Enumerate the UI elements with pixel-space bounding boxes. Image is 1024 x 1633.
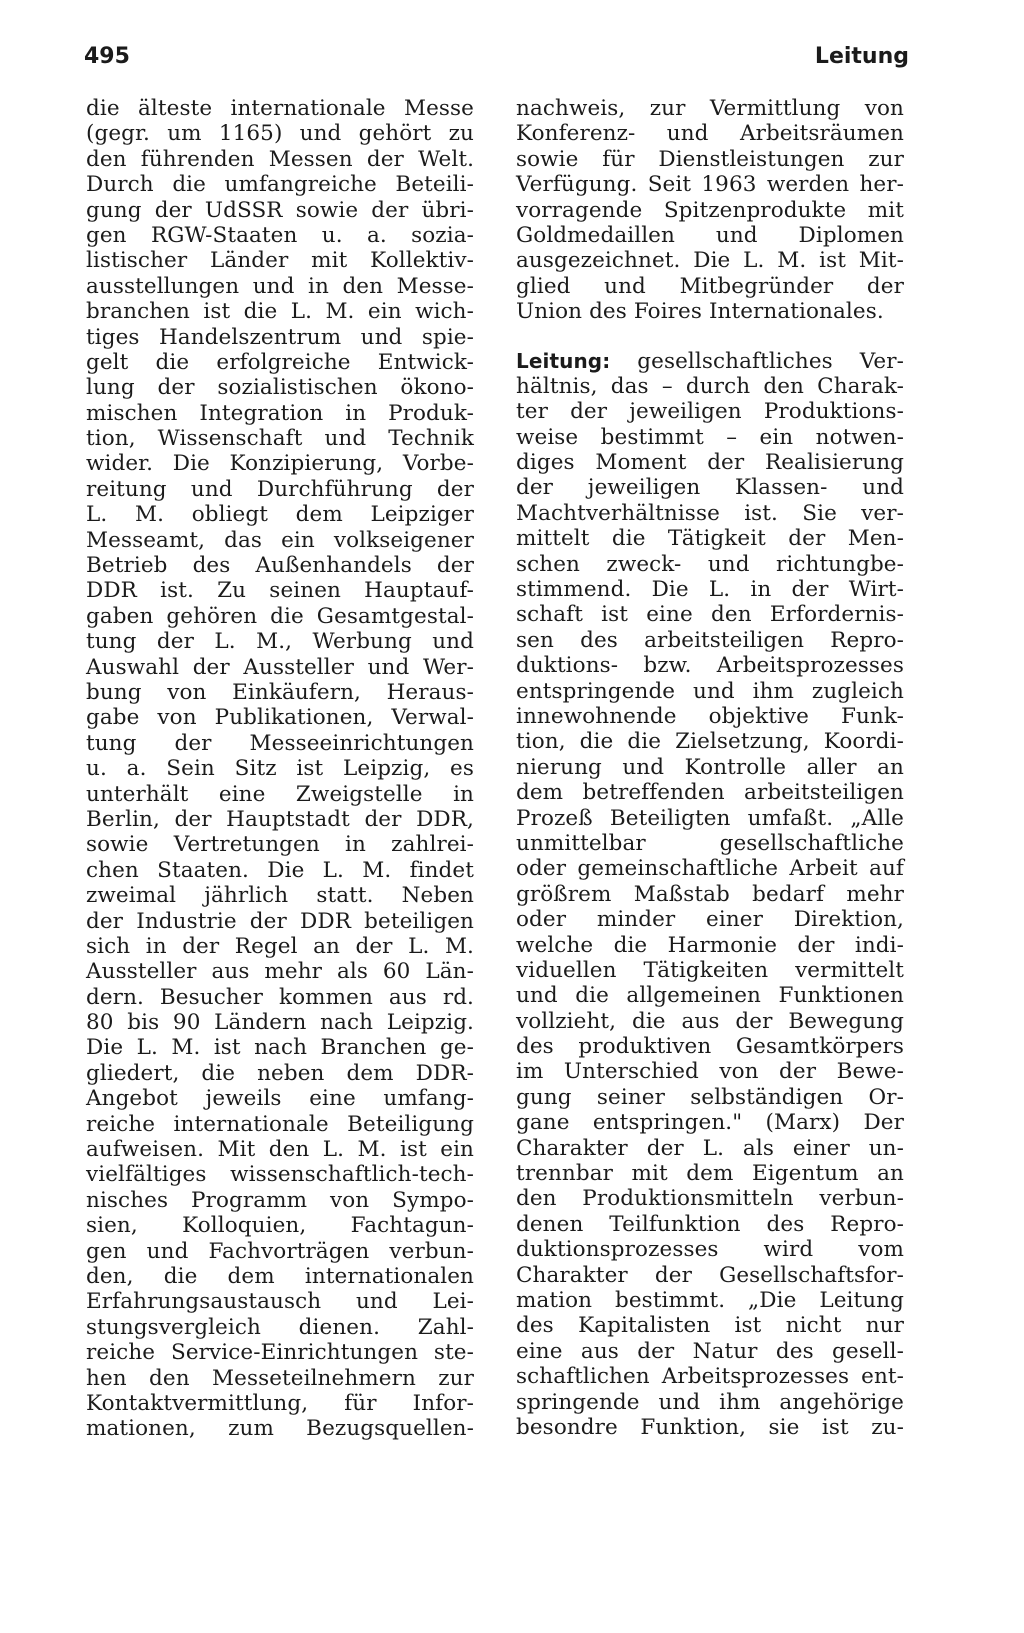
text-line: schaft ist eine den Erfordernis-: [516, 602, 904, 628]
text-line: hältnis, das – durch den Charak-: [516, 373, 904, 399]
text-line: welche die Harmonie der indi-: [516, 932, 904, 958]
text-line: reiche Service-Einrichtungen ste-: [86, 1340, 474, 1366]
text-line: duktions- bzw. Arbeitsprozesses: [516, 653, 904, 679]
text-line: unmittelbar gesellschaftliche: [516, 830, 904, 856]
text-line: branchen ist die L. M. ein wich-: [86, 299, 474, 325]
entry-leitung-paragraph: [516, 349, 904, 1441]
text-line: größrem Maßstab bedarf mehr: [516, 881, 904, 907]
text-line: ausstellungen und in den Messe-: [86, 273, 474, 299]
text-line: glied und Mitbegründer der: [516, 273, 904, 299]
right-text-column: [516, 96, 904, 1440]
continued-entry-paragraph: [516, 96, 904, 325]
text-line: duktionsprozesses wird vom: [516, 1237, 904, 1263]
text-line: ter der jeweiligen Produktions-: [516, 399, 904, 425]
text-line: Erfahrungsaustausch und Lei-: [86, 1289, 474, 1315]
text-line: tiges Handelszentrum und spie-: [86, 324, 474, 350]
text-line: viduellen Tätigkeiten vermittelt: [516, 957, 904, 983]
text-line: Prozeß Beteiligten umfaßt. „Alle: [516, 805, 904, 831]
text-line: Kontaktvermittlung, für Infor-: [86, 1390, 474, 1416]
text-line: Auswahl der Aussteller und Wer-: [86, 654, 474, 680]
text-line: innewohnende objektive Funk-: [516, 703, 904, 729]
text-line: gen RGW-Staaten u. a. sozia-: [86, 222, 474, 248]
text-line: vollzieht, die aus der Bewegung: [516, 1008, 904, 1034]
text-line: Verfügung. Seit 1963 werden her-: [516, 172, 904, 198]
text-line: stungsvergleich dienen. Zahl-: [86, 1314, 474, 1340]
text-line: gliedert, die neben dem DDR-: [86, 1060, 474, 1086]
page-header: [84, 44, 909, 78]
text-line: u. a. Sein Sitz ist Leipzig, es: [86, 756, 474, 782]
text-line: tung der L. M., Werbung und: [86, 629, 474, 655]
text-line: weise bestimmt – ein notwen-: [516, 424, 904, 450]
text-line: zweimal jährlich statt. Neben: [86, 883, 474, 909]
text-line: wider. Die Konzipierung, Vorbe-: [86, 451, 474, 477]
text-line: listischer Länder mit Kollektiv-: [86, 248, 474, 274]
left-text-column: [86, 96, 474, 1442]
text-line: Durch die umfangreiche Beteili-: [86, 172, 474, 198]
text-line: denen Teilfunktion des Repro-: [516, 1211, 904, 1237]
text-line: mittelt die Tätigkeit der Men-: [516, 526, 904, 552]
text-line: Charakter der L. als einer un-: [516, 1135, 904, 1161]
text-line: Union des Foires Internationales.: [516, 299, 884, 325]
text-line: Betrieb des Außenhandels der: [86, 553, 474, 579]
text-line: nierung und Kontrolle aller an: [516, 754, 904, 780]
text-line: und die allgemeinen Funktionen: [516, 983, 904, 1009]
text-line: reitung und Durchführung der: [86, 476, 474, 502]
text-line: des Kapitalisten ist nicht nur: [516, 1313, 904, 1339]
text-line: des produktiven Gesamtkörpers: [516, 1034, 904, 1060]
text-line: Messeamt, das ein volkseigener: [86, 527, 474, 553]
text-line: vielfältiges wissenschaftlich-tech-: [86, 1162, 474, 1188]
text-line: sen des arbeitsteiligen Repro-: [516, 627, 904, 653]
text-line: Aussteller aus mehr als 60 Län-: [86, 959, 474, 985]
text-line: die älteste internationale Messe: [86, 96, 474, 121]
text-line: ausgezeichnet. Die L. M. ist Mit-: [516, 248, 904, 274]
text-line: 80 bis 90 Ländern nach Leipzig.: [86, 1010, 474, 1036]
text-line: Berlin, der Hauptstadt der DDR,: [86, 806, 474, 832]
text-line: vorragende Spitzenprodukte mit: [516, 197, 904, 223]
text-line: mation bestimmt. „Die Leitung: [516, 1287, 904, 1313]
text-line: den führenden Messen der Welt.: [86, 146, 474, 172]
text-line: stimmend. Die L. in der Wirt-: [516, 577, 904, 603]
text-line: den, die dem internationalen: [86, 1263, 474, 1289]
text-line: hen den Messeteilnehmern zur: [86, 1365, 474, 1391]
text-line: dern. Besucher kommen aus rd.: [86, 984, 474, 1010]
text-line: Konferenz- und Arbeitsräumen: [516, 121, 904, 147]
text-line: gaben gehören die Gesamtgestal-: [86, 603, 474, 629]
text-line: Charakter der Gesellschaftsfor-: [516, 1262, 904, 1288]
text-line: (gegr. um 1165) und gehört zu: [86, 121, 474, 147]
text-line: der jeweiligen Klassen- und: [516, 475, 904, 501]
text-line: schen zweck- und richtungbe-: [516, 551, 904, 577]
text-line: besondre Funktion, sie ist zu-: [516, 1414, 904, 1440]
text-line: reiche internationale Beteiligung: [86, 1111, 474, 1137]
text-line: oder gemeinschaftliche Arbeit auf: [516, 856, 904, 882]
text-line: trennbar mit dem Eigentum an: [516, 1161, 904, 1187]
text-line: L. M. obliegt dem Leipziger: [86, 502, 474, 528]
text-line: der Industrie der DDR beteiligen: [86, 908, 474, 934]
text-line: Machtverhältnisse ist. Sie ver-: [516, 500, 904, 526]
text-line: DDR ist. Zu seinen Hauptauf-: [86, 578, 474, 604]
text-line: aufweisen. Mit den L. M. ist ein: [86, 1137, 474, 1163]
text-line: tion, die die Zielsetzung, Koordi-: [516, 729, 904, 755]
text-line: im Unterschied von der Bewe-: [516, 1059, 904, 1085]
text-line: unterhält eine Zweigstelle in: [86, 781, 474, 807]
text-line: tung der Messeeinrichtungen: [86, 730, 474, 756]
text-line: gabe von Publikationen, Verwal-: [86, 705, 474, 731]
text-line: gen und Fachvorträgen verbun-: [86, 1238, 474, 1264]
text-line: eine aus der Natur des gesell-: [516, 1338, 904, 1364]
text-line: gung seiner selbständigen Or-: [516, 1084, 904, 1110]
text-line: springende und ihm angehörige: [516, 1389, 904, 1415]
text-line: tion, Wissenschaft und Technik: [86, 426, 474, 452]
entry-definition-start: gesellschaftliches Ver-: [610, 348, 904, 374]
text-line: dem betreffenden arbeitsteiligen: [516, 780, 904, 806]
text-line: mischen Integration in Produk-: [86, 400, 474, 426]
paragraph-gap: [516, 325, 904, 349]
text-line: gung der UdSSR sowie der übri-: [86, 197, 474, 223]
text-line: nisches Programm von Sympo-: [86, 1187, 474, 1213]
page-number: 495: [84, 44, 130, 69]
text-line: sien, Kolloquien, Fachtagun-: [86, 1213, 474, 1239]
text-line: sowie für Dienstleistungen zur: [516, 146, 904, 172]
text-line: Angebot jeweils eine umfang-: [86, 1086, 474, 1112]
text-line: diges Moment der Realisierung: [516, 450, 904, 476]
text-line: gane entspringen." (Marx) Der: [516, 1110, 904, 1136]
running-head: Leitung: [814, 44, 909, 69]
text-line: nachweis, zur Vermittlung von: [516, 96, 904, 121]
text-line: bung von Einkäufern, Heraus-: [86, 679, 474, 705]
text-line: Goldmedaillen und Diplomen: [516, 222, 904, 248]
text-line: [516, 349, 904, 374]
text-line: sich in der Regel an der L. M.: [86, 933, 474, 959]
text-line: Die L. M. ist nach Branchen ge-: [86, 1035, 474, 1061]
text-line: schaftlichen Arbeitsprozesses ent-: [516, 1364, 904, 1390]
text-line: lung der sozialistischen ökono-: [86, 375, 474, 401]
text-line: oder minder einer Direktion,: [516, 907, 904, 933]
text-line: mationen, zum Bezugsquellen-: [86, 1416, 474, 1442]
text-line: chen Staaten. Die L. M. findet: [86, 857, 474, 883]
text-line: sowie Vertretungen in zahlrei-: [86, 832, 474, 858]
text-line: gelt die erfolgreiche Entwick-: [86, 349, 474, 375]
text-line: entspringende und ihm zugleich: [516, 678, 904, 704]
text-line: den Produktionsmitteln verbun-: [516, 1186, 904, 1212]
entry-term: Leitung:: [516, 348, 611, 373]
